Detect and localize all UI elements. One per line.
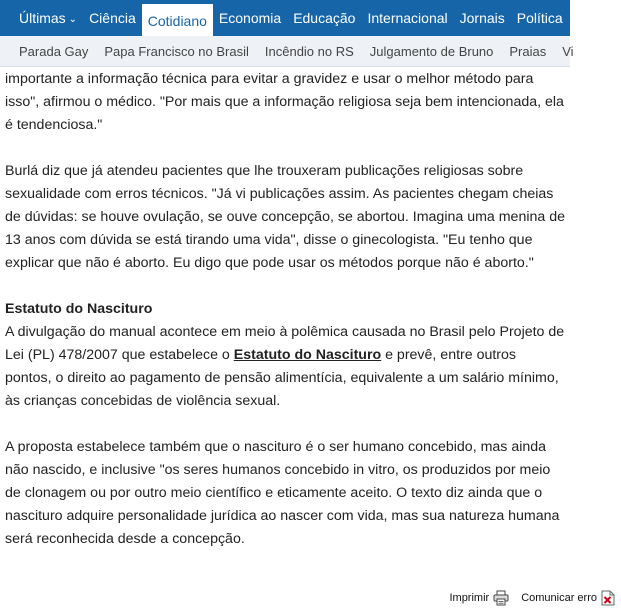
chevron-down-icon: ⌄ bbox=[68, 14, 78, 25]
paragraph-text: e prevê, entre outros pontos, o direito ao pagamento de pensão alimentícia, equivalente a um salário mínimo, às crianças concebidas de violência sexual. bbox=[5, 347, 559, 409]
nav-item-saude[interactable]: Saúde bbox=[574, 10, 616, 26]
report-error-button[interactable] bbox=[521, 590, 615, 606]
nav-item-politica[interactable]: Política bbox=[516, 10, 563, 26]
section-heading: Estatuto do Nascituro bbox=[5, 301, 153, 317]
estatuto-link[interactable]: Estatuto do Nascituro bbox=[233, 347, 382, 363]
article-paragraph bbox=[5, 321, 565, 413]
report-error-icon bbox=[601, 590, 615, 606]
subnav-item-papa-francisco[interactable]: Papa Francisco no Brasil bbox=[104, 43, 249, 59]
print-label: Imprimir bbox=[449, 592, 490, 604]
article-paragraph: Burlá diz que já atendeu pacientes que lhe trouxeram publicações religiosas sobre sexualidade com erros técnicos. "Já vi publicações assim. As pacientes chegam cheias de dúvidas: se houve ovulação, se ouve concepção, se abortou. Imagina uma menina de 13 anos com dúvida se está tirando uma vida", disse o ginecologista. "Eu tenho que explicar que não é aborto. Eu digo que pode usar os métodos porque não é aborto." bbox=[5, 163, 565, 271]
paragraph-text: A divulgação do manual acontece em meio à polêmica causada no Brasil pelo Projeto de Lei (PL) 478/2007 que estabelece o bbox=[5, 324, 565, 363]
subnav-item-praias[interactable]: Praias bbox=[509, 43, 547, 59]
nav-item-cotidiano[interactable]: Cotidiano bbox=[142, 4, 213, 36]
nav-item-ultimas[interactable]: Últimas ⌄ bbox=[0, 0, 83, 36]
article-body bbox=[5, 68, 565, 574]
subnav-item-julgamento-bruno[interactable]: Julgamento de Bruno bbox=[369, 43, 494, 59]
top-navigation bbox=[0, 0, 616, 36]
article-paragraph: A proposta estabelece também que o nascituro é o ser humano concebido, mas ainda não nascido, e inclusive "os seres humanos concebido in vitro, os produzidos por meio de clonagem ou por outro meio científico e eticamente aceito. O texto diz ainda que o nascituro adquire personalidade jurídica ao nascer com vida, mas sua natureza humana será reconhecida desde a concepção. bbox=[5, 439, 560, 547]
nav-item-internacional[interactable]: Internacional bbox=[367, 10, 448, 26]
article-paragraph: importante a informação técnica para evitar a gravidez e usar o melhor método para isso", afirmou o médico. "Por mais que a informação religiosa seja bem intencionada, ela é tendenciosa." bbox=[5, 71, 564, 133]
printer-icon bbox=[493, 590, 509, 606]
subnav-item-parada-gay[interactable]: Parada Gay bbox=[19, 43, 89, 59]
nav-item-educacao[interactable]: Educação bbox=[293, 10, 356, 26]
subnav-item-incendio-rs[interactable]: Incêndio no RS bbox=[264, 43, 354, 59]
article-tools bbox=[437, 590, 615, 606]
subnav-item-vi[interactable]: Vi bbox=[562, 43, 574, 59]
nav-item-jornais[interactable]: Jornais bbox=[459, 10, 505, 26]
sub-navigation bbox=[0, 36, 574, 67]
nav-item-ciencia[interactable]: Ciência bbox=[89, 10, 136, 26]
report-error-label: Comunicar erro bbox=[521, 592, 597, 604]
print-button[interactable] bbox=[449, 590, 509, 606]
nav-item-economia[interactable]: Economia bbox=[218, 10, 282, 26]
